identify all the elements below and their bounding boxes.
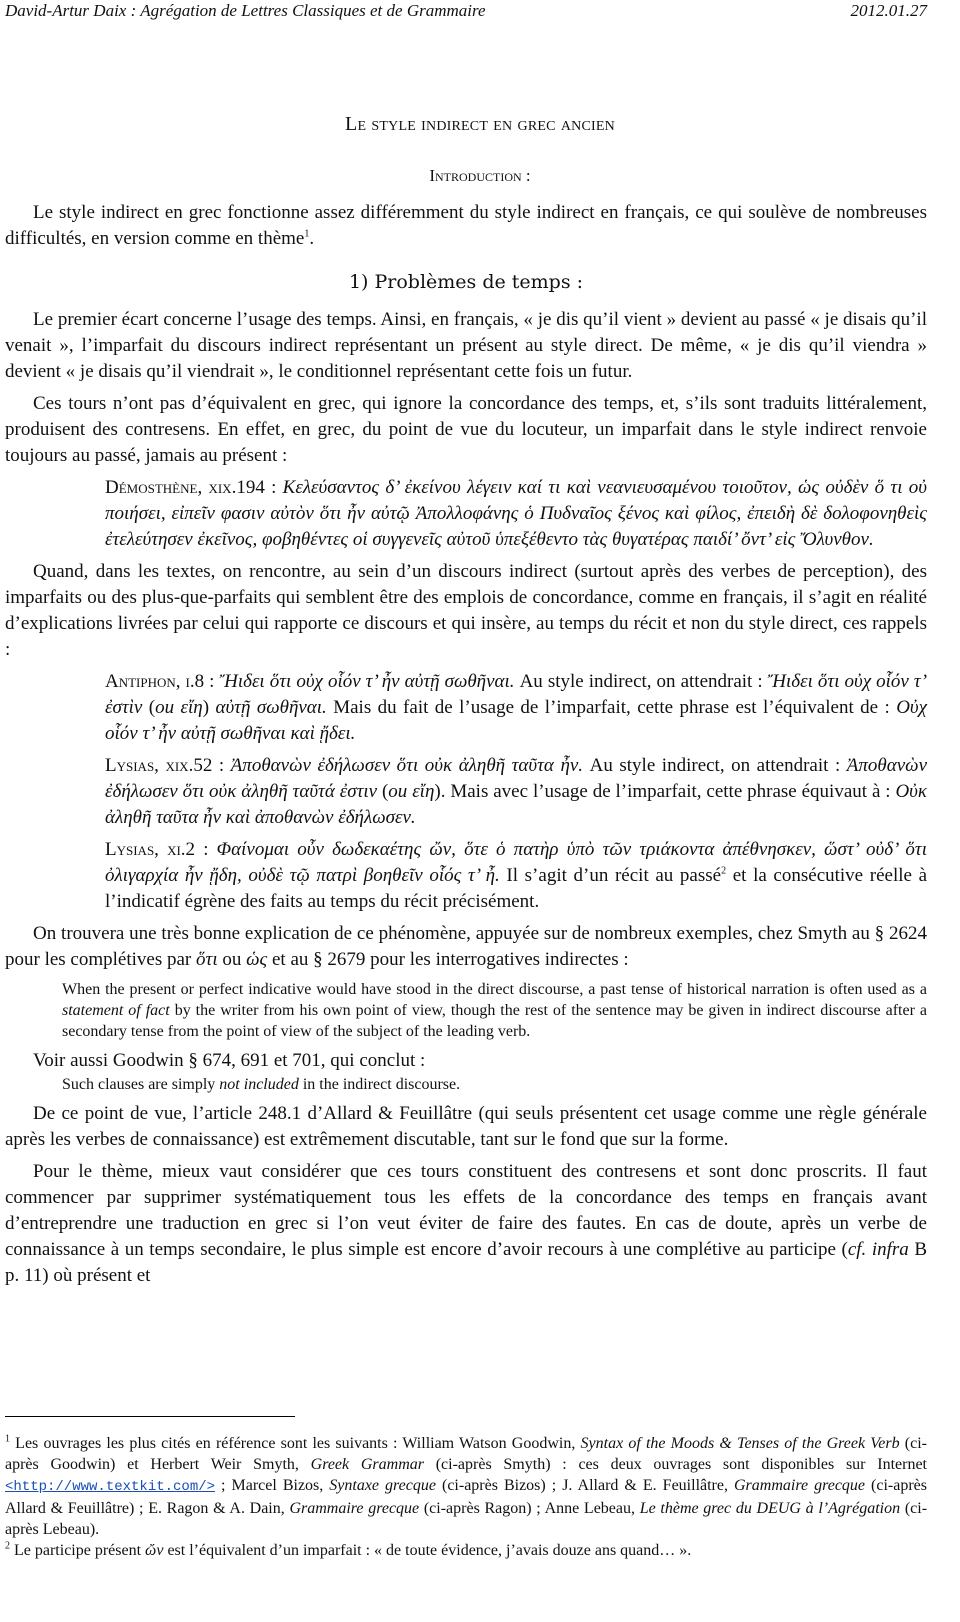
paragraph-perception-verbs: Quand, dans les textes, on rencontre, au sein d’un discours indirect (surtout après des verbes de perception), des imparfaits ou des plus-que-parfaits qui semblent être des emplois de concordance, comme en français, il s’agit en réalité d’explications livrées par celui qui rapporte ce discours et qui insère, au temps du récit et non du style direct, ces rappels : xyxy=(5,561,927,660)
citation-ref: Démosthène, xix.194 : xyxy=(105,477,277,498)
section-heading-tense: 1) Problèmes de temps : xyxy=(348,271,584,293)
footnote-ref-1[interactable]: 1 xyxy=(304,228,310,240)
greek-text: Κελεύσαντος δ’ ἐκείνου λέγειν καί τι καὶ νεανιευσαμένου τοιοῦτον, ὡς οὐδὲν ὅ τι οὐ ποιήσει, εἰπεῖν φασιν αὐτὸν ὅτι ἦν αὐτῷ Ἀπολλοφάνης ὁ Πυδναῖος ξένος καὶ φίλος, ἐπειδὴ δὲ δολοφονηθεὶς ἐτελεύτησεν ἐκεῖνος, φοβηθέντες οἱ συγγενεῖς αὐτοῦ ὑπεξέθεντο τὰς θυγατέρας παιδί’ ὄντ’ εἰς Ὄλυνθον. xyxy=(105,477,928,550)
goodwin-quotation: Such clauses are simply not included in the indirect discourse. xyxy=(62,1076,461,1093)
paragraph-tense-intro: Le premier écart concerne l’usage des temps. Ainsi, en français, « je dis qu’il vient » devient au passé « je disais qu’il venait », l’imparfait du discours indirect représentant un présent au style direct. De même, « je dis qu’il viendra » devient « je disais qu’il viendrait », le conditionnel représentant cette fois un futur. xyxy=(5,309,927,382)
textkit-link[interactable]: <http://www.textkit.com/> xyxy=(5,1479,216,1495)
footnotes xyxy=(5,1433,927,1561)
document-body xyxy=(5,200,927,1289)
example-demosthenes xyxy=(105,475,927,553)
footnote-ref-2[interactable]: 2 xyxy=(721,865,727,877)
header-date: 2012.01.27 xyxy=(850,1,927,20)
paragraph-goodwin-reference: Voir aussi Goodwin § 674, 691 et 701, qui conclut : xyxy=(33,1050,426,1071)
header-author-course: David-Artur Daix : Agrégation de Lettres Classiques et de Grammaire xyxy=(5,1,486,20)
running-header xyxy=(5,0,927,22)
paragraph-theme-advice: Pour le thème, mieux vaut considérer que ces tours constituent des contresens et sont donc proscrits. Il faut commencer par supprimer systématiquement tous les effets de la concordance des temps en français avant d’entreprendre une traduction en grec si l’on veut éviter de faire des fautes. En cas de doute, après un verbe de connaissance à un temps secondaire, le plus simple est encore d’avoir recours à une complétive au participe (cf. infra B p. 11) où présent et xyxy=(5,1161,927,1286)
paragraph-no-equivalent: Ces tours n’ont pas d’équivalent en grec, qui ignore la concordance des temps, et, s’ils sont traduits littéralement, produisent des contresens. En effet, en grec, du point de vue du locuteur, un imparfait dans le style indirect renvoie toujours au passé, jamais au présent : xyxy=(5,393,927,466)
introduction-paragraph: Le style indirect en grec fonctionne assez différemment du style indirect en français, ce qui soulève de nombreuses difficultés, en version comme en thème$^1$. xyxy=(5,202,927,249)
document-title: Le style indirect en grec ancien xyxy=(345,113,615,135)
example-antiphon: Antiphon, i.8 : Ἤιδει ὅτι οὐχ οἷόν τ’ ἦν αὐτῇ σωθῆναι. Au style indirect, on attendrait : Ἤιδει ὅτι οὐχ οἷόν τ’ ἐστὶν (ou εἴη) αὐτῇ σωθῆναι. Mais du fait de l’usage de l’imparfait, cette phrase est l’équivalent de : Οὐχ οἷόν τ’ ἦν αὐτῇ σωθῆναι καὶ ᾔδει. xyxy=(105,671,928,744)
footnote-2: $^2$ Le participe présent ὤν est l’équivalent d’un imparfait : « de toute évidence, j’avais douze ans quand… ». xyxy=(5,1540,692,1559)
paragraph-smyth-reference: On trouvera une très bonne explication de ce phénomène, appuyée sur de nombreux exemples, chez Smyth au § 2624 pour les complétives par ὅτι ou ὡς et au § 2679 pour les interrogatives indirectes : xyxy=(5,923,927,970)
footnote-separator xyxy=(5,1416,295,1417)
paragraph-allard-feuillatre: De ce point de vue, l’article 248.1 d’Allard & Feuillâtre (qui seuls présentent cet usage comme une règle générale après les verbes de connaissance) est extrêmement discutable, tant sur le fond que sur la forme. xyxy=(5,1103,927,1150)
introduction-heading: Introduction : xyxy=(429,166,531,185)
footnote-1: $^1$ Les ouvrages les plus cités en référence sont les suivants : William Watson Goodwin, Syntax of the Moods & Tenses of the Greek Verb (ci-après Goodwin) et Herbert Weir Smyth, Greek Grammar (ci-après Smyth) : ces deux ouvrages sont disponibles sur Internet <http://www.textkit.com/> ; Marcel Bizos, Syntaxe grecque (ci-après Bizos) ; J. Allard & E. Feuillâtre, Grammaire grecque (ci-après Allard & Feuillâtre) ; E. Ragon & A. Dain, Grammaire grecque (ci-après Ragon) ; Anne Lebeau, Le thème grec du DEUG à l’Agrégation (ci-après Lebeau). xyxy=(5,1433,928,1538)
smyth-quotation: When the present or perfect indicative would have stood in the direct discourse, a past tense of historical narration is often used as a statement of fact by the writer from his own point of view, though the rest of the sentence may be given in indirect discourse after a secondary tense from the point of view of the subject of the leading verb. xyxy=(62,981,927,1040)
example-lysias-xix: Lysias, xix.52 : Ἀποθανὼν ἐδήλωσεν ὅτι οὐκ ἀληθῆ ταῦτα ἦν. Au style indirect, on attendrait : Ἀποθανὼν ἐδήλωσεν ὅτι οὐκ ἀληθῆ ταῦτά ἐστιν (ou εἴη). Mais avec l’usage de l’imparfait, cette phrase équivaut à : Οὐκ ἀληθῆ ταῦτα ἦν καὶ ἀποθανὼν ἐδήλωσεν. xyxy=(105,755,928,828)
example-lysias-xi: Lysias, xi.2 : Φαίνομαι οὖν δωδεκαέτης ὤν, ὅτε ὁ πατὴρ ὑπὸ τῶν τριάκοντα ἀπέθνησκεν, ὥστ’ οὐδ’ ὅτι ὀλιγαρχία ἦν ᾔδη, οὐδὲ τῷ πατρὶ βοηθεῖν οἷός τ’ ἦ. Il s’agit d’un récit au passé$^2$ et la consécutive réelle à l’indicatif égrène des faits au temps du récit précisément. xyxy=(105,839,928,912)
